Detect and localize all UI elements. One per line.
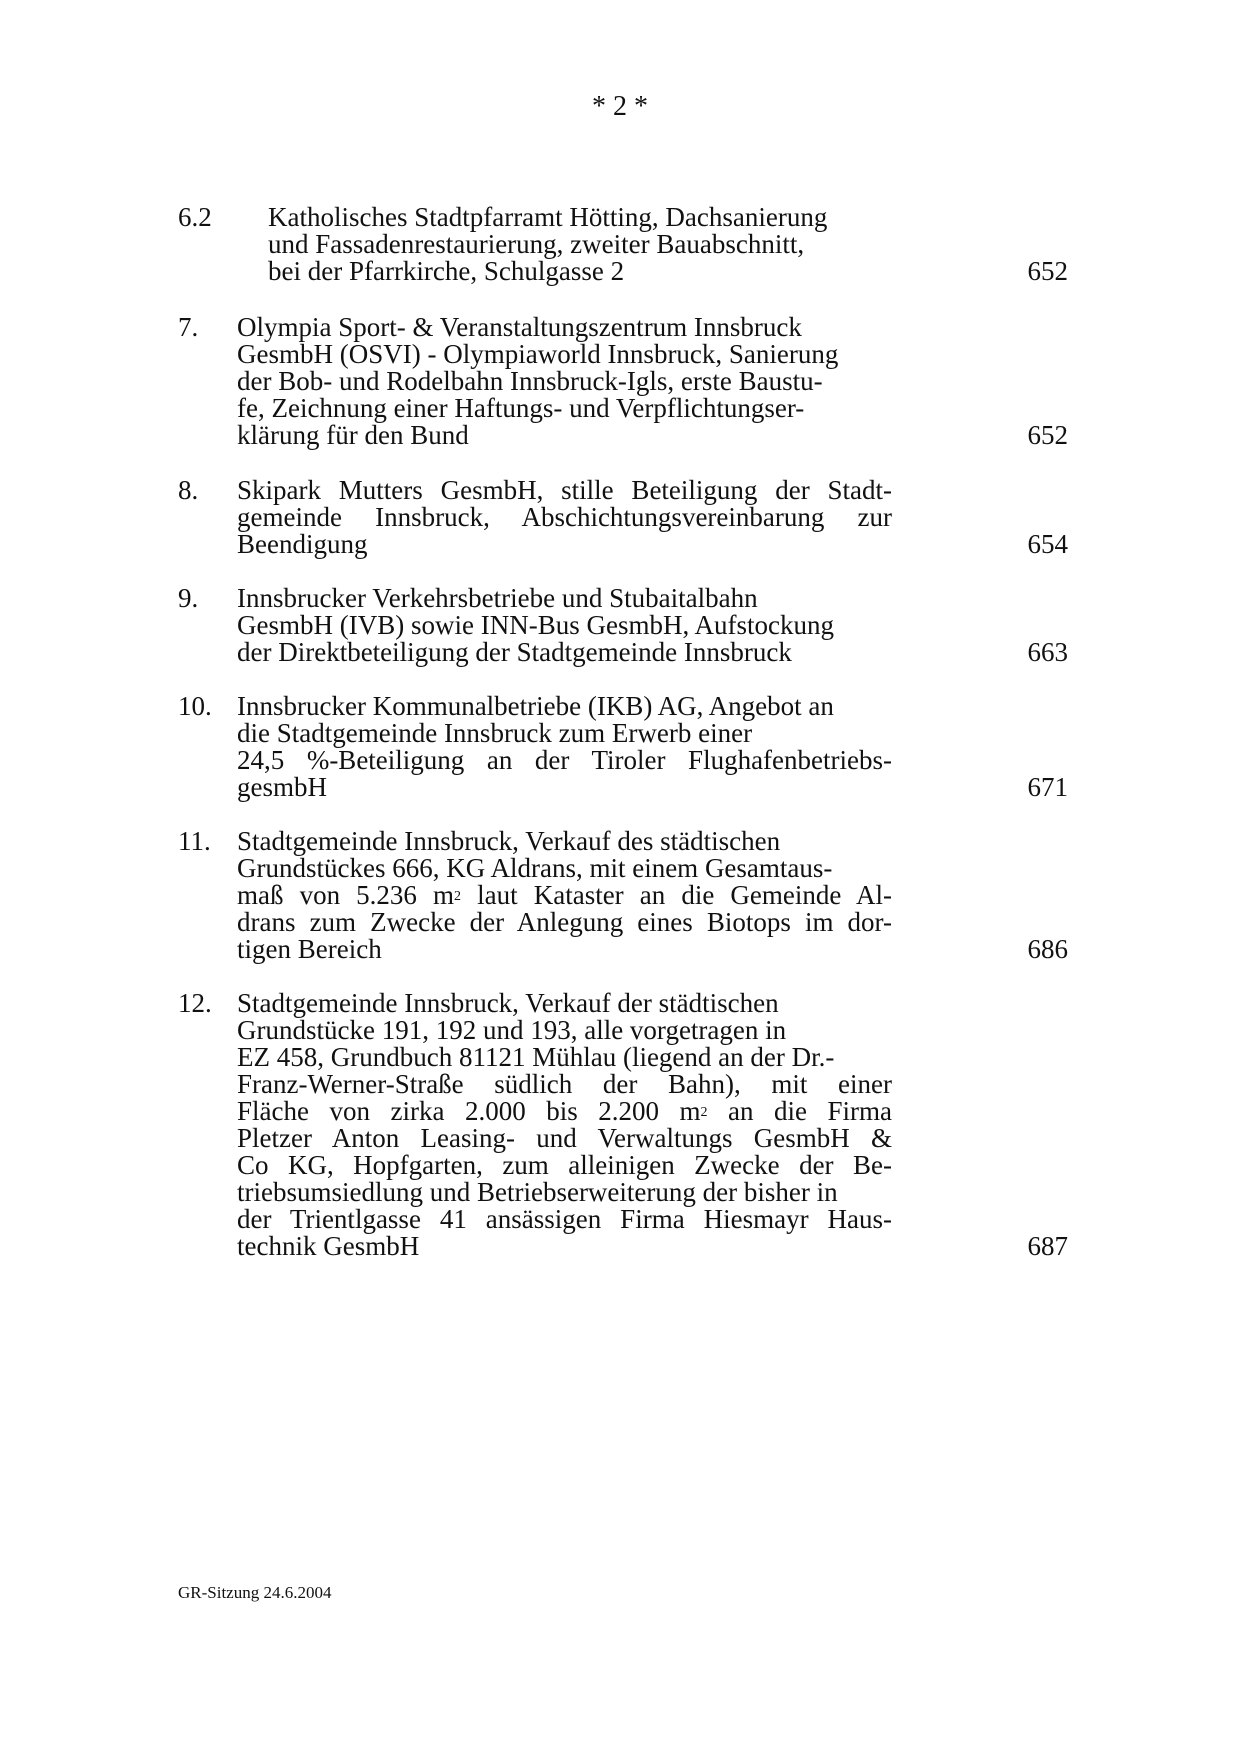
entry-page-number: 654	[1027, 529, 1068, 559]
entry-title	[237, 314, 892, 449]
page-number-header: * 2 *	[592, 91, 648, 122]
footer-session-date: GR-Sitzung 24.6.2004	[178, 1583, 332, 1602]
entry-line: technik GesmbH	[237, 1231, 420, 1261]
superscript: 2	[700, 1105, 708, 1120]
entry-title	[237, 585, 892, 666]
toc-entry-10	[178, 693, 1068, 801]
entry-line: Co KG, Hopfgarten, zum alleinigen Zwecke der Be-	[237, 1150, 892, 1180]
superscript: 2	[454, 889, 462, 904]
entry-line: Olympia Sport- & Veranstaltungszentrum Innsbruck	[237, 312, 802, 342]
toc-entry-12	[178, 990, 1068, 1260]
entry-number: 7.	[178, 312, 199, 342]
entry-page-number: 671	[1027, 772, 1068, 802]
entry-title	[268, 204, 918, 285]
entry-line: Pletzer Anton Leasing- und Verwaltungs GesmbH &	[237, 1123, 892, 1153]
entry-title	[237, 477, 892, 558]
entry-line: fe, Zeichnung einer Haftungs- und Verpflichtungser-	[237, 393, 805, 423]
entry-line: Innsbrucker Kommunalbetriebe (IKB) AG, Angebot an	[237, 691, 834, 721]
entry-line: gesmbH	[237, 772, 327, 802]
entry-line: Stadtgemeinde Innsbruck, Verkauf des städtischen	[237, 826, 781, 856]
entry-line: bei der Pfarrkirche, Schulgasse 2	[268, 256, 625, 286]
toc-entry-9	[178, 585, 1068, 666]
entry-line: triebsumsiedlung und Betriebserweiterung der bisher in	[237, 1177, 838, 1207]
toc-entry-6-2	[178, 204, 1068, 288]
entry-number: 8.	[178, 475, 199, 505]
entry-line: Grundstückes 666, KG Aldrans, mit einem Gesamtaus-	[237, 853, 833, 883]
entry-line: GesmbH (IVB) sowie INN-Bus GesmbH, Aufstockung	[237, 610, 834, 640]
entry-line: Stadtgemeinde Innsbruck, Verkauf der städtischen	[237, 988, 779, 1018]
entry-line-part: maß von 5.236 m	[237, 880, 455, 910]
entry-line: der Bob- und Rodelbahn Innsbruck-Igls, erste Baustu-	[237, 366, 823, 396]
entry-line: Grundstücke 191, 192 und 193, alle vorgetragen in	[237, 1015, 787, 1045]
entry-number: 6.2	[178, 202, 212, 232]
entry-page-number: 652	[1027, 420, 1068, 450]
entry-line-part: an die Firma	[728, 1096, 892, 1126]
entry-number: 11.	[178, 826, 211, 856]
entry-number: 10.	[178, 691, 212, 721]
entry-line: Skipark Mutters GesmbH, stille Beteiligung der Stadt-	[237, 475, 892, 505]
entry-line: Beendigung	[237, 529, 368, 559]
entry-line	[237, 1098, 892, 1125]
entry-number: 12.	[178, 988, 212, 1018]
entry-number: 9.	[178, 583, 199, 613]
entry-line: Katholisches Stadtpfarramt Hötting, Dachsanierung	[268, 202, 828, 232]
entry-line: tigen Bereich	[237, 934, 382, 964]
entry-line: 24,5 %-Beteiligung an der Tiroler Flughafenbetriebs-	[237, 745, 892, 775]
entry-title	[237, 990, 892, 1260]
entry-line	[237, 882, 892, 909]
entry-line: der Trientlgasse 41 ansässigen Firma Hiesmayr Haus-	[237, 1204, 892, 1234]
entry-line: gemeinde Innsbruck, Abschichtungsvereinbarung zur	[237, 502, 892, 532]
entry-line-part: laut Kataster an die Gemeinde Al-	[477, 880, 892, 910]
entry-line: klärung für den Bund	[237, 420, 469, 450]
entry-page-number: 687	[1027, 1231, 1068, 1261]
entry-page-number: 663	[1027, 637, 1068, 667]
toc-entry-11	[178, 828, 1068, 963]
entry-line: Franz-Werner-Straße südlich der Bahn), mit einer	[237, 1069, 892, 1099]
entry-line: drans zum Zwecke der Anlegung eines Biotops im dor-	[237, 907, 892, 937]
toc-entry-8	[178, 477, 1068, 558]
entry-line: die Stadtgemeinde Innsbruck zum Erwerb einer	[237, 718, 753, 748]
entry-page-number: 652	[1027, 256, 1068, 286]
toc-entry-7	[178, 314, 1068, 449]
entry-line: der Direktbeteiligung der Stadtgemeinde Innsbruck	[237, 637, 792, 667]
entry-line-part: Fläche von zirka 2.000 bis 2.200 m	[237, 1096, 701, 1126]
entry-line: EZ 458, Grundbuch 81121 Mühlau (liegend an der Dr.-	[237, 1042, 835, 1072]
entry-page-number: 686	[1027, 934, 1068, 964]
entry-title	[237, 828, 892, 963]
entry-line: GesmbH (OSVI) - Olympiaworld Innsbruck, Sanierung	[237, 339, 839, 369]
entry-line: und Fassadenrestaurierung, zweiter Bauabschnitt,	[268, 229, 805, 259]
entry-title	[237, 693, 892, 801]
entry-line: Innsbrucker Verkehrsbetriebe und Stubaitalbahn	[237, 583, 758, 613]
